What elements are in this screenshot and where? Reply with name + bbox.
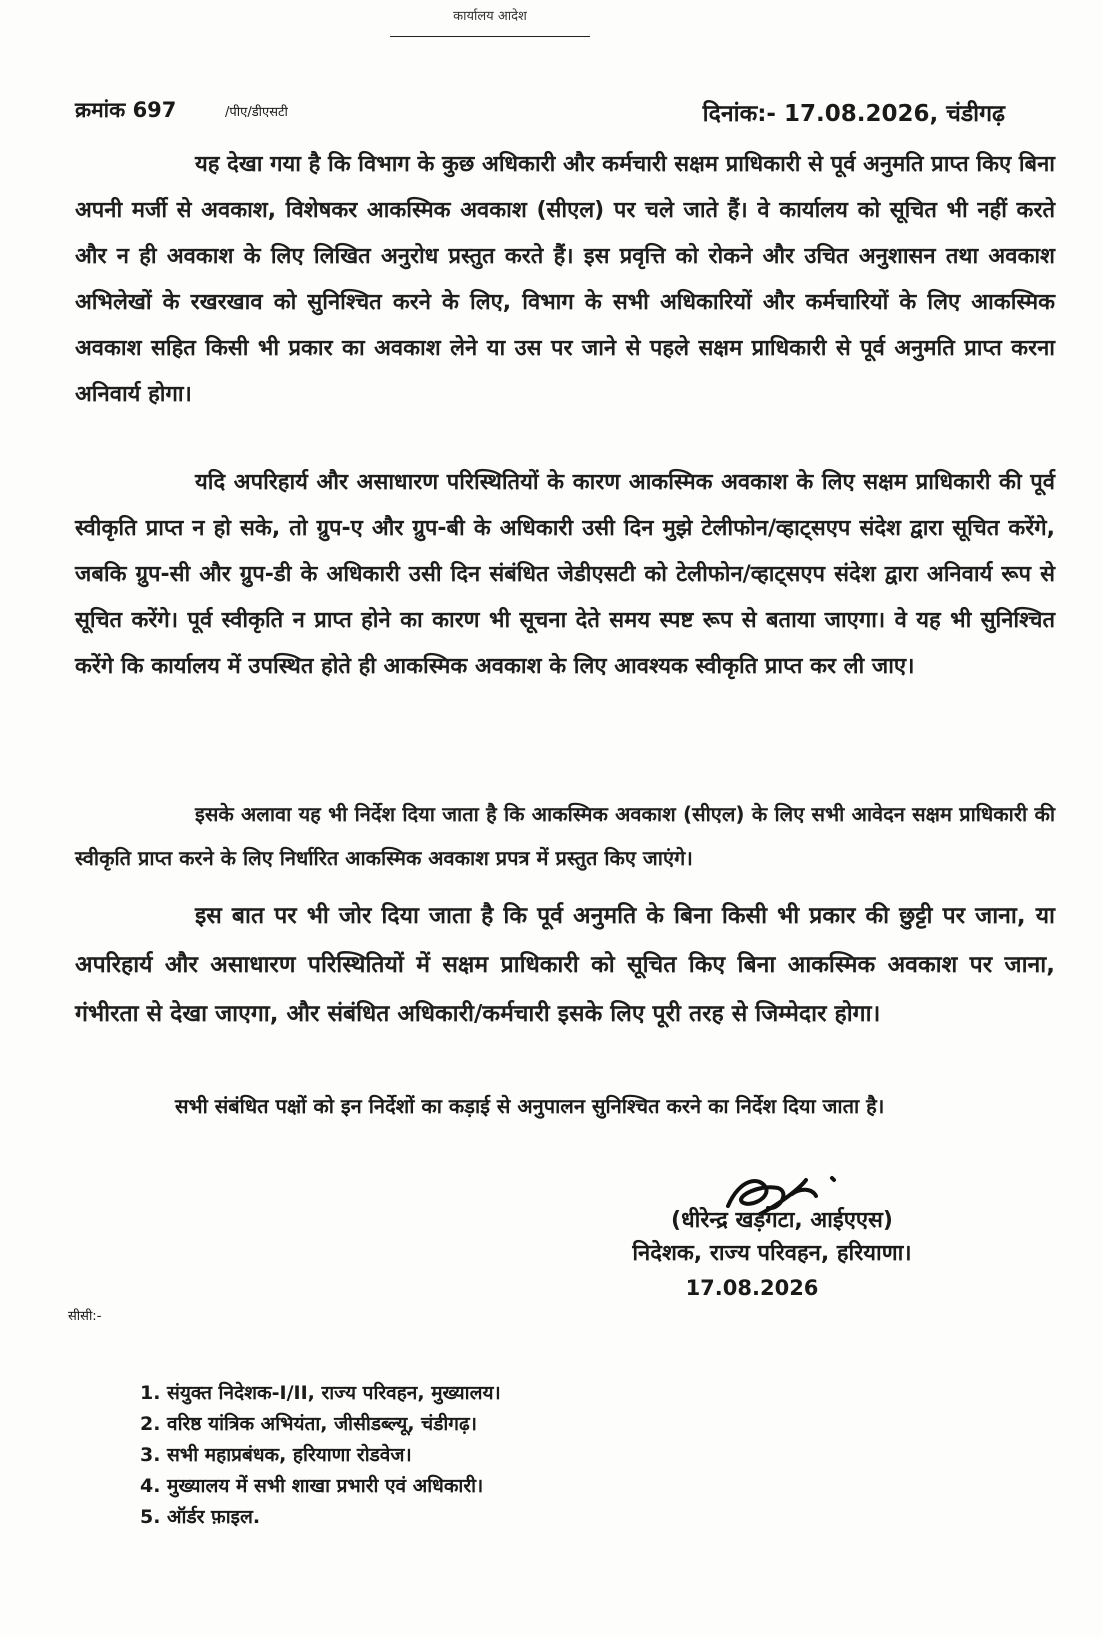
reference-row [75,96,1025,136]
cc-list-item: 2. वरिष्ठ यांत्रिक अभियंता, जीसीडब्ल्यू, चंडीगढ़। [140,1413,477,1435]
cc-list-item: 1. संयुक्त निदेशक-I/II, राज्य परिवहन, मुख्यालय। [140,1382,501,1404]
signatory-block [592,1205,952,1305]
cc-list [140,1378,501,1533]
cc-list-item: 4. मुख्यालय में सभी शाखा प्रभारी एवं अधिकारी। [140,1475,484,1497]
order-reference-suffix: /पीए/डीएसटी [225,105,288,120]
body-paragraph-3: इसके अलावा यह भी निर्देश दिया जाता है कि आकस्मिक अवकाश (सीएल) के लिए सभी आवेदन सक्षम प्राधिकारी की स्वीकृति प्राप्त करने के लिए निर्धारित आकस्मिक अवकाश प्रपत्र में प्रस्तुत किए जाएंगे। [75,802,1055,870]
signatory-name: (धीरेन्द्र खड़गटा, आईएएस) [671,1208,893,1233]
cc-list-item: 3. सभी महाप्रबंधक, हरियाणा रोडवेज। [140,1444,412,1466]
cc-list-item: 5. ऑर्डर फ़ाइल. [140,1506,261,1528]
signature-date: 17.08.2026 [685,1276,819,1300]
document-heading: कार्यालय आदेश [453,9,527,24]
cc-label: सीसी:- [68,1309,102,1324]
signatory-designation: निदेशक, राज्य परिवहन, हरियाणा। [632,1241,912,1266]
body-paragraph-1: यह देखा गया है कि विभाग के कुछ अधिकारी और कर्मचारी सक्षम प्राधिकारी से पूर्व अनुमति प्राप्त किए बिना अपनी मर्जी से अवकाश, विशेषकर आकस्मिक अवकाश (सीएल) पर चले जाते हैं। वे कार्यालय को सूचित भी नहीं करते और न ही अवकाश के लिए लिखित अनुरोध प्रस्तुत करते हैं। इस प्रवृत्ति को रोकने और उचित अनुशासन तथा अवकाश अभिलेखों के रखरखाव को सुनिश्चित करने के लिए, विभाग के सभी अधिकारियों और कर्मचारियों के लिए आकस्मिक अवकाश सहित किसी भी प्रकार का अवकाश लेने या उस पर जाने से पहले सक्षम प्राधिकारी से पूर्व अनुमति प्राप्त करना अनिवार्य होगा। [75,152,1055,407]
body-paragraph-5: सभी संबंधित पक्षों को इन निर्देशों का कड़ाई से अनुपालन सुनिश्चित करने का निर्देश दिया जाता है। [175,1094,885,1118]
order-date-place: दिनांक:- 17.08.2026, चंडीगढ़ [702,101,1005,127]
body-paragraph-2: यदि अपरिहार्य और असाधारण परिस्थितियों के कारण आकस्मिक अवकाश के लिए सक्षम प्राधिकारी की पूर्व स्वीकृति प्राप्त न हो सके, तो ग्रुप-ए और ग्रुप-बी के अधिकारी उसी दिन मुझे टेलीफोन/व्हाट्सएप संदेश द्वारा सूचित करेंगे, जबकि ग्रुप-सी और ग्रुप-डी के अधिकारी उसी दिन संबंधित जेडीएसटी को टेलीफोन/व्हाट्सएप संदेश द्वारा अनिवार्य रूप से सूचित करेंगे। पूर्व स्वीकृति न प्राप्त होने का कारण भी सूचना देते समय स्पष्ट रूप से बताया जाएगा। वे यह भी सुनिश्चित करेंगे कि कार्यालय में उपस्थित होते ही आकस्मिक अवकाश के लिए आवश्यक स्वीकृति प्राप्त कर ली जाए। [75,470,1055,679]
order-number: क्रमांक 697 [75,98,177,122]
body-paragraph-4: इस बात पर भी जोर दिया जाता है कि पूर्व अनुमति के बिना किसी भी प्रकार की छुट्टी पर जाना, या अपरिहार्य और असाधारण परिस्थितियों में सक्षम प्राधिकारी को सूचित किए बिना आकस्मिक अवकाश पर जाना, गंभीरता से देखा जाएगा, और संबंधित अधिकारी/कर्मचारी इसके लिए पूरी तरह से जिम्मेदार होगा। [75,903,1055,1027]
heading-underline [390,36,590,37]
